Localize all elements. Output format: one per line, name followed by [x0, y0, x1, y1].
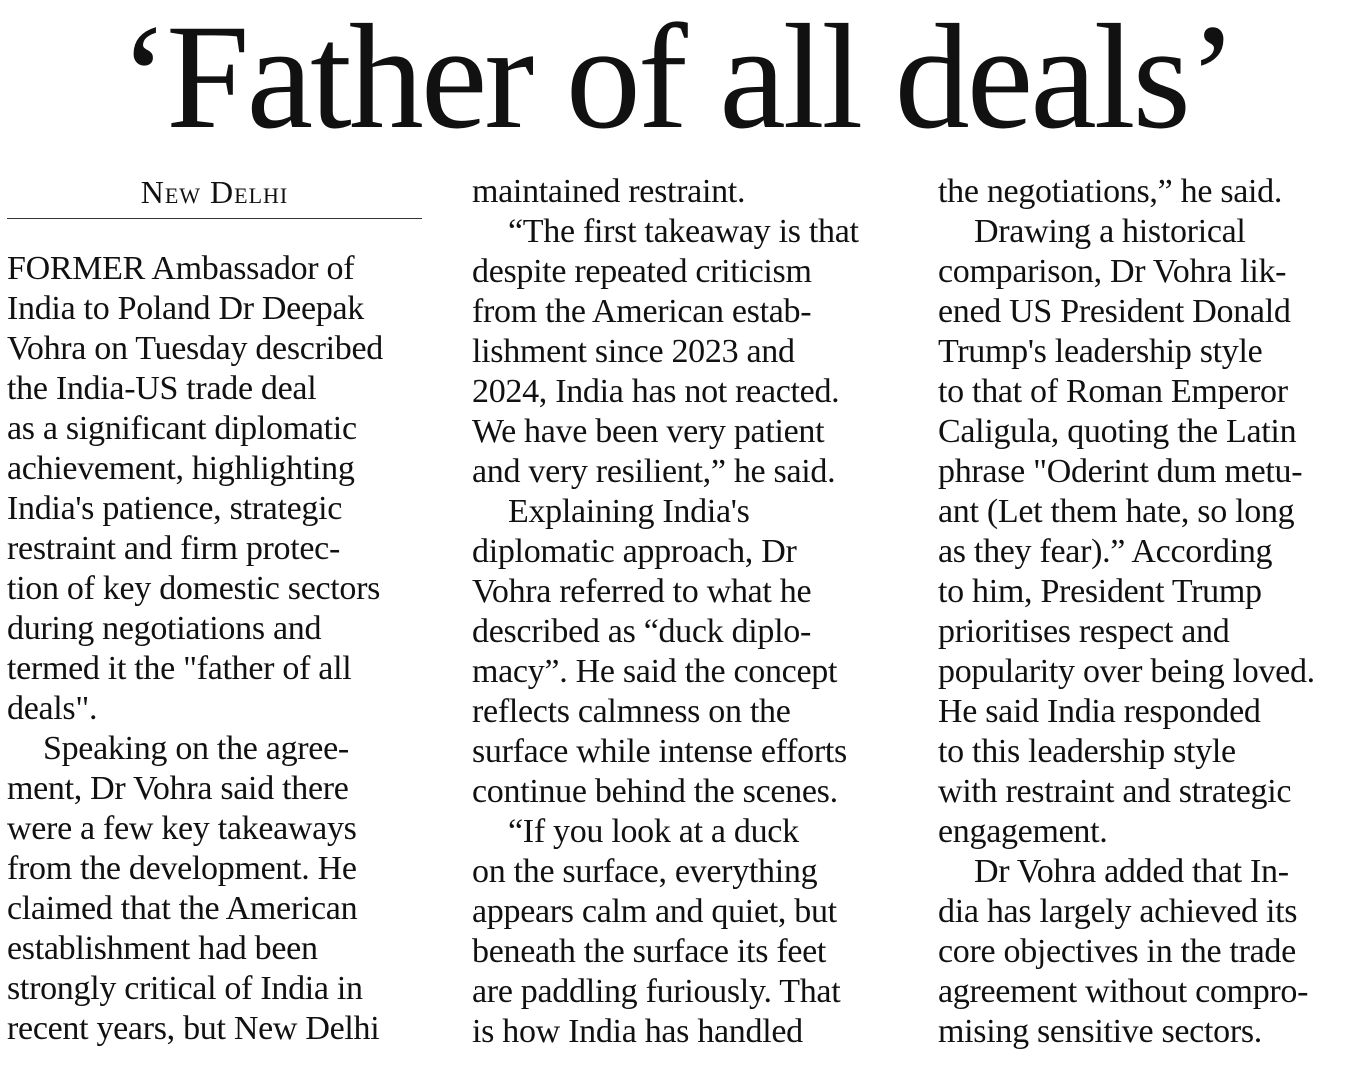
text-line: Speaking on the agree-: [43, 730, 349, 767]
text-line: dia has largely achieved its: [938, 893, 1298, 930]
text-line: restraint and firm protec-: [7, 530, 340, 567]
text-line: phrase "Oderint dum metu-: [938, 453, 1303, 490]
text-line: diplomatic approach, Dr: [472, 533, 797, 570]
text-line: as a significant diplomatic: [7, 410, 357, 447]
text-line: the negotiations,” he said.: [938, 173, 1283, 210]
text-line: reflects calmness on the: [472, 693, 791, 730]
text-line: are paddling furiously. That: [472, 973, 841, 1010]
text-line: the India-US trade deal: [7, 370, 317, 407]
headline: ‘Father of all deals’: [119, 0, 1235, 160]
text-line: macy”. He said the concept: [472, 653, 838, 690]
text-line: to this leadership style: [938, 733, 1236, 770]
text-line: to him, President Trump: [938, 573, 1262, 610]
text-line: India's patience, strategic: [7, 490, 343, 527]
text-line: establishment had been: [7, 930, 318, 967]
text-line: appears calm and quiet, but: [472, 893, 837, 930]
text-line: ened US President Donald: [938, 293, 1291, 330]
text-line: deals".: [7, 690, 98, 727]
text-line: on the surface, everything: [472, 853, 818, 890]
dateline: New Delhi: [7, 172, 422, 219]
text-line: ment, Dr Vohra said there: [7, 770, 349, 807]
text-line: agreement without compro-: [938, 973, 1309, 1010]
text-line: were a few key takeaways: [7, 810, 357, 847]
text-line: Caligula, quoting the Latin: [938, 413, 1297, 450]
text-line: lishment since 2023 and: [472, 333, 795, 370]
text-line: 2024, India has not reacted.: [472, 373, 840, 410]
text-line: ant (Let them hate, so long: [938, 493, 1295, 530]
text-line: claimed that the American: [7, 890, 358, 927]
text-line: termed it the "father of all: [7, 650, 352, 687]
text-line: prioritises respect and: [938, 613, 1230, 650]
text-line: from the development. He: [7, 850, 357, 887]
text-line: achievement, highlighting: [7, 450, 355, 487]
text-line: Explaining India's: [508, 493, 750, 530]
article-column-1: [7, 172, 419, 1049]
text-line: during negotiations and: [7, 610, 322, 647]
text-line: recent years, but New Delhi: [7, 1010, 380, 1047]
column-1-text: [7, 249, 419, 1049]
text-line: continue behind the scenes.: [472, 773, 838, 810]
text-line: described as “duck diplo-: [472, 613, 811, 650]
text-line: FORMER Ambassador of: [7, 250, 355, 287]
column-2-text: [472, 172, 880, 1052]
text-line: We have been very patient: [472, 413, 825, 450]
text-line: He said India responded: [938, 693, 1261, 730]
text-line: Drawing a historical: [974, 213, 1246, 250]
text-line: “The first takeaway is that: [508, 213, 859, 250]
text-line: with restraint and strategic: [938, 773, 1292, 810]
text-line: tion of key domestic sectors: [7, 570, 381, 607]
text-line: maintained restraint.: [472, 173, 746, 210]
text-line: beneath the surface its feet: [472, 933, 827, 970]
text-line: as they fear).” According: [938, 533, 1273, 570]
column-3-text: [938, 172, 1350, 1052]
text-line: comparison, Dr Vohra lik-: [938, 253, 1287, 290]
text-line: surface while intense efforts: [472, 733, 847, 770]
article-column-3: [938, 172, 1350, 1052]
text-line: Vohra on Tuesday described: [7, 330, 383, 367]
text-line: despite repeated criticism: [472, 253, 812, 290]
text-line: mising sensitive sectors.: [938, 1013, 1262, 1050]
text-line: is how India has handled: [472, 1013, 803, 1050]
text-line: strongly critical of India in: [7, 970, 363, 1007]
text-line: core objectives in the trade: [938, 933, 1296, 970]
text-line: popularity over being loved.: [938, 653, 1315, 690]
text-line: Dr Vohra added that In-: [974, 853, 1289, 890]
text-line: and very resilient,” he said.: [472, 453, 836, 490]
text-line: “If you look at a duck: [508, 813, 799, 850]
text-line: engagement.: [938, 813, 1108, 850]
text-line: Trump's leadership style: [938, 333, 1263, 370]
text-line: Vohra referred to what he: [472, 573, 812, 610]
text-line: India to Poland Dr Deepak: [7, 290, 364, 327]
text-line: from the American estab-: [472, 293, 812, 330]
text-line: to that of Roman Emperor: [938, 373, 1288, 410]
article-column-2: [472, 172, 880, 1052]
